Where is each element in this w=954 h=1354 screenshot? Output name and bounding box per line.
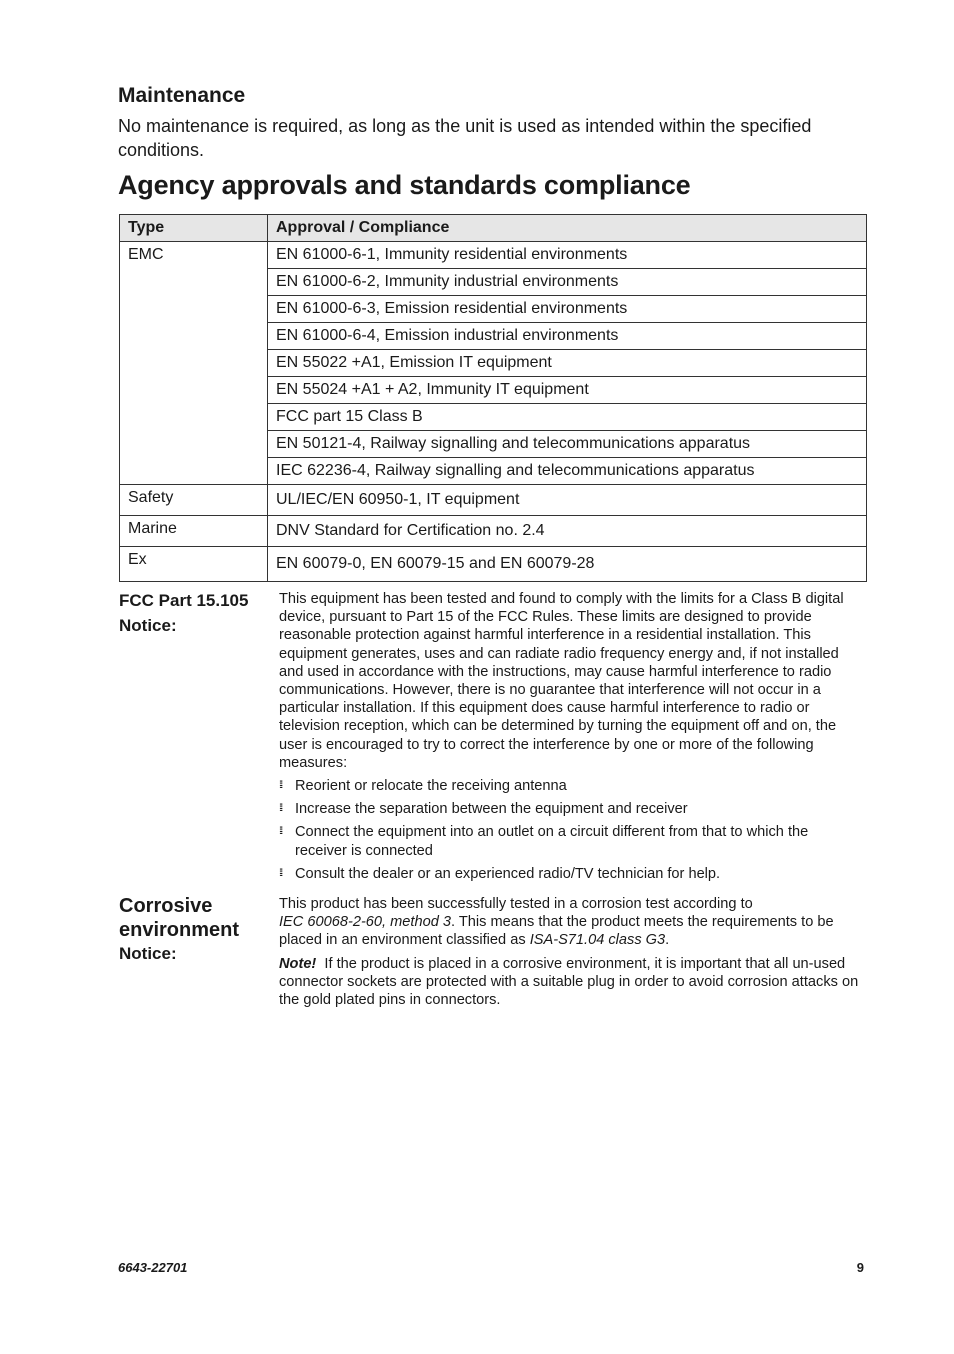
bullet-icon: ⁞⁞⁞ — [279, 867, 282, 879]
list-item — [279, 800, 859, 818]
type-cell-safety: Safety — [120, 485, 268, 516]
corrosion-test-paragraph — [279, 895, 859, 950]
type-cell-emc: EMC — [120, 242, 268, 485]
maintenance-heading: Maintenance — [118, 84, 246, 107]
corrosion-test-standard: IEC 60068-2-60, method 3 — [279, 914, 451, 931]
type-cell-marine: Marine — [120, 516, 268, 547]
agency-approvals-heading: Agency approvals and standards compliance — [118, 170, 691, 200]
approval-cell: EN 61000-6-1, Immunity residential environments — [268, 242, 867, 269]
list-item — [279, 823, 859, 859]
table-row — [120, 242, 867, 269]
fcc-notice-text: This equipment has been tested and found to comply with the limits for a Class B digital device, pursuant to Part 15 of the FCC Rules. These limits are designed to provide reasonable protection against harmful interference in a residential installation. This equipment generates, uses and can radiate radio frequency energy and, if not installed and used in accordance with the instructions, may cause harmful interference to radio communications. However, there is no guarantee that interference will not occur in a particular installation. If this equipment does cause harmful interference to radio or television reception, which can be determined by turning the equipment off and on, the user is encouraged to try to correct the interference by one or more of the following measures: — [279, 591, 844, 771]
fcc-notice-label: Notice: — [119, 616, 177, 635]
note-text: If the product is placed in a corrosive environment, it is important that all un-used connector sockets are protected with a suitable plug in order to avoid corrosion attacks on the gold plated pins in connectors. — [279, 955, 859, 1009]
table-row — [120, 516, 867, 547]
environment-class: ISA-S71.04 class G3 — [529, 932, 666, 949]
corrosion-text-start: This product has been successfully tested in a corrosion test according to — [279, 896, 753, 912]
column-header-type: Type — [120, 215, 268, 242]
measure-text: Increase the separation between the equipment and receiver — [295, 801, 688, 818]
measure-text: Connect the equipment into an outlet on a circuit different from that to which the receiver is connected — [295, 824, 809, 859]
approval-cell: EN 61000-6-4, Emission industrial environments — [268, 323, 867, 350]
corrosion-note-paragraph — [279, 955, 859, 1010]
list-item — [279, 777, 859, 795]
fcc-notice-body — [279, 590, 859, 888]
bullet-icon: ⁞⁞⁞ — [279, 780, 282, 792]
approvals-table — [119, 214, 867, 582]
document-number: 6643-22701 — [118, 1260, 188, 1275]
approval-cell: EN 50121-4, Railway signalling and telecommunications apparatus — [268, 431, 867, 458]
measure-text: Consult the dealer or an experienced radio/TV technician for help. — [295, 865, 721, 882]
list-item — [279, 865, 859, 883]
corrosive-notice-label: Notice: — [119, 944, 177, 963]
maintenance-text: No maintenance is required, as long as the unit is used as intended within the specified conditions. — [118, 116, 812, 160]
note-label: Note! — [279, 955, 317, 972]
approval-cell: FCC part 15 Class B — [268, 404, 867, 431]
approval-cell: DNV Standard for Certification no. 2.4 — [268, 516, 867, 547]
approval-cell: EN 60079-0, EN 60079-15 and EN 60079-28 — [268, 547, 867, 582]
type-cell-ex: Ex — [120, 547, 268, 582]
bullet-icon: ⁞⁞⁞ — [279, 803, 282, 815]
approval-cell: EN 61000-6-2, Immunity industrial environments — [268, 269, 867, 296]
approval-cell: EN 55024 +A1 + A2, Immunity IT equipment — [268, 377, 867, 404]
table-row — [120, 485, 867, 516]
fcc-notice-title — [119, 588, 274, 638]
approval-cell: UL/IEC/EN 60950-1, IT equipment — [268, 485, 867, 516]
approval-cell: EN 55022 +A1, Emission IT equipment — [268, 350, 867, 377]
approval-cell: IEC 62236-4, Railway signalling and telecommunications apparatus — [268, 458, 867, 485]
corrosion-text-middle: . This means that the product meets the requirements to be placed in an environment classified as — [279, 914, 834, 949]
fcc-measures-list — [279, 777, 859, 883]
measure-text: Reorient or relocate the receiving antenna — [295, 778, 567, 795]
bullet-icon: ⁞⁞⁞ — [279, 826, 282, 838]
table-header-row — [120, 215, 867, 242]
corrosive-notice-body — [279, 895, 859, 1009]
corrosive-environment-title: Corrosive environment — [119, 895, 240, 941]
corrosion-text-end: . — [665, 932, 670, 949]
approval-cell: EN 61000-6-3, Emission residential environments — [268, 296, 867, 323]
table-row — [120, 547, 867, 582]
column-header-approval: Approval / Compliance — [268, 215, 867, 242]
manual-page — [118, 0, 868, 1354]
page-number: 9 — [856, 1260, 864, 1275]
fcc-title-line: FCC Part 15.105 — [119, 591, 249, 610]
